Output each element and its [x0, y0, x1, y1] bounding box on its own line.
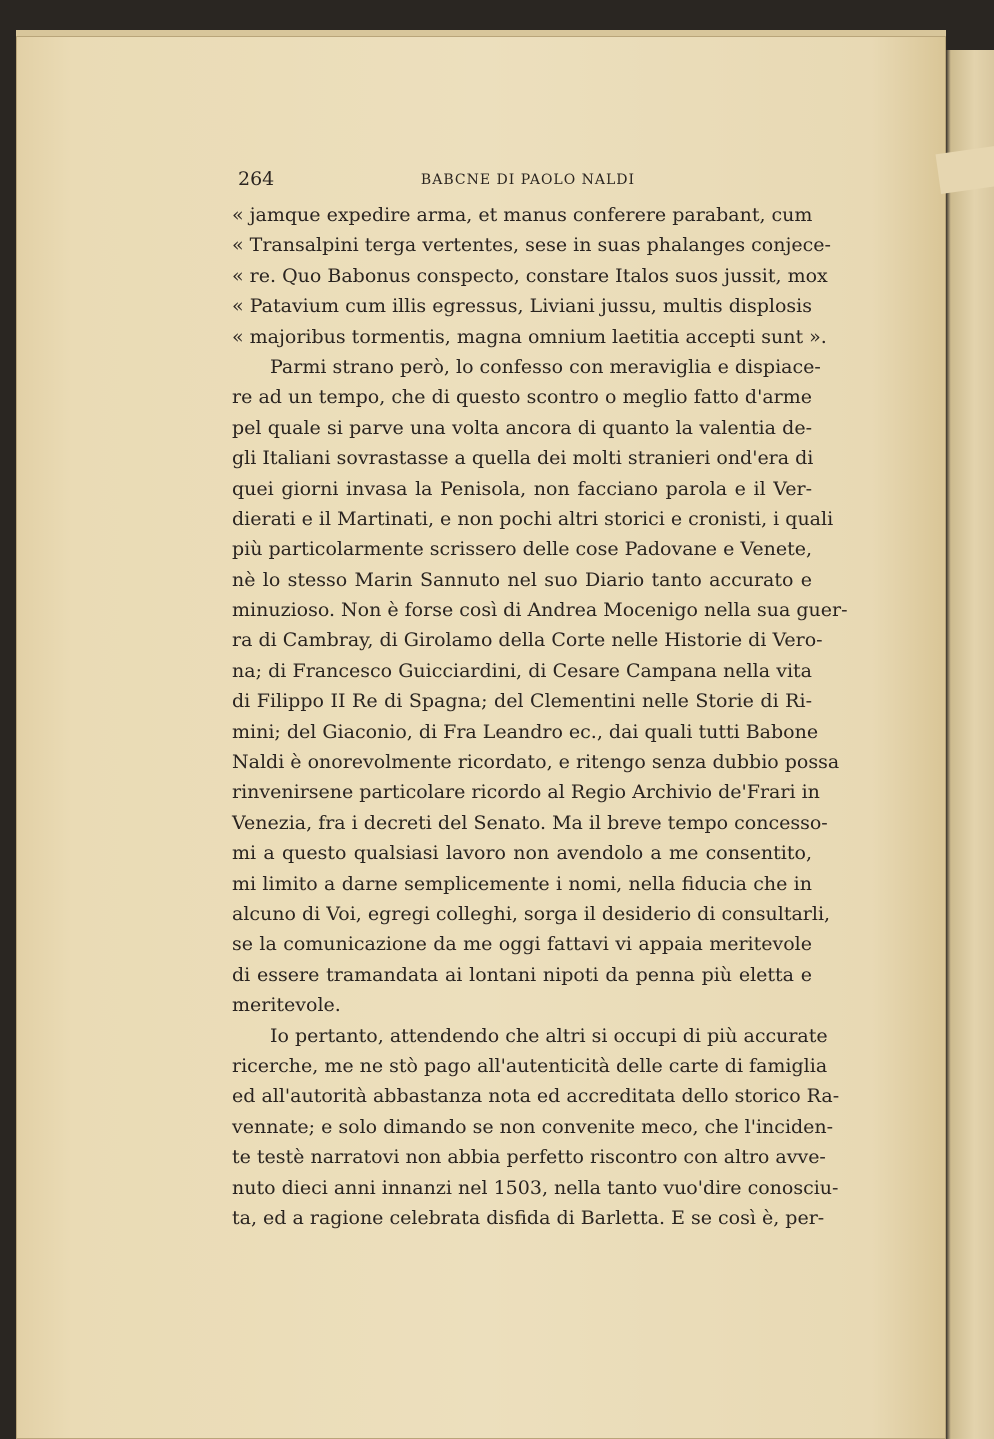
text-line: dierati e il Martinati, e non pochi altri storici e cronisti, i quali — [232, 507, 834, 530]
text-line: ricerche, me ne stò pago all'autenticità delle carte di famiglia — [232, 1054, 828, 1077]
text-line: « Patavium cum illis egressus, Liviani jussu, multis displosis — [232, 295, 812, 318]
text-line: mi limito a darne semplicemente i nomi, nella fiducia che in — [232, 872, 812, 895]
text-line: Venezia, fra i decreti del Senato. Ma il breve tempo concesso- — [232, 811, 828, 834]
page-number: 264 — [238, 168, 275, 190]
text-line: alcuno di Voi, egregi colleghi, sorga il desiderio di consultarli, — [232, 902, 831, 925]
text-line: « jamque expedire arma, et manus conferere parabant, cum — [232, 204, 813, 226]
text-line: nuto dieci anni innanzi nel 1503, nella tanto vuo'dire conosciu- — [232, 1176, 839, 1199]
text-line: te testè narratovi non abbia perfetto riscontro con altro avve- — [232, 1146, 826, 1169]
text-line: vennate; e solo dimando se non convenite meco, che l'inciden- — [232, 1115, 834, 1138]
text-line: Io pertanto, attendendo che altri si occupi di più accurate — [270, 1024, 828, 1047]
text-line: di essere tramandata ai lontani nipoti da penna più eletta e — [232, 963, 812, 986]
text-line: mi a questo qualsiasi lavoro non avendolo a me consentito, — [232, 842, 812, 865]
text-line: gli Italiani sovrastasse a quella dei molti stranieri ond'era di — [232, 447, 814, 470]
text-line: ta, ed a ragione celebrata disfida di Barletta. E se così è, per- — [232, 1206, 825, 1229]
text-line: se la comunicazione da me oggi fattavi vi appaia meritevole — [232, 933, 812, 956]
text-line: « Transalpini terga vertentes, sese in suas phalanges conjece- — [232, 234, 831, 257]
text-line: di Filippo II Re di Spagna; del Clementini nelle Storie di Ri- — [232, 690, 812, 713]
text-line: più particolarmente scrissero delle cose Padovane e Venete, — [232, 538, 812, 561]
text-line: Naldi è onorevolmente ricordato, e ritengo senza dubbio possa — [232, 751, 840, 774]
running-head: BABCNE DI PAOLO NALDI — [420, 172, 636, 188]
text-line: na; di Francesco Guicciardini, di Cesare Campana nella vita — [232, 659, 812, 682]
text-line: « re. Quo Babonus conspecto, constare Italos suos jussit, mox — [232, 264, 828, 287]
text-line: mini; del Giaconio, di Fra Leandro ec., dai quali tutti Babone — [232, 720, 819, 743]
facing-page-edge — [946, 50, 994, 1439]
text-line: minuzioso. Non è forse così di Andrea Mocenigo nella sua guer- — [232, 599, 848, 622]
torn-paper-fragment — [936, 146, 994, 194]
text-line: « majoribus tormentis, magna omnium laetitia accepti sunt ». — [232, 325, 827, 348]
text-line: pel quale si parve una volta ancora di quanto la valentia de- — [232, 416, 812, 439]
text-line: ra di Cambray, di Girolamo della Corte nelle Historie di Vero- — [232, 629, 823, 652]
text-line: re ad un tempo, che di questo scontro o meglio fatto d'arme — [232, 386, 812, 409]
body-text — [232, 200, 848, 1233]
text-line: meritevole. — [232, 994, 341, 1017]
text-line: ed all'autorità abbastanza nota ed accreditata dello storico Ra- — [232, 1085, 840, 1108]
text-line: quei giorni invasa la Penisola, non facciano parola e il Ver- — [232, 477, 812, 500]
page-header — [238, 168, 818, 198]
text-line: nè lo stesso Marin Sannuto nel suo Diario tanto accurato e — [232, 568, 812, 591]
text-line: Parmi strano però, lo confesso con meraviglia e dispiace- — [270, 355, 821, 378]
text-line: rinvenirsene particolare ricordo al Regio Archivio de'Frari in — [232, 781, 820, 804]
